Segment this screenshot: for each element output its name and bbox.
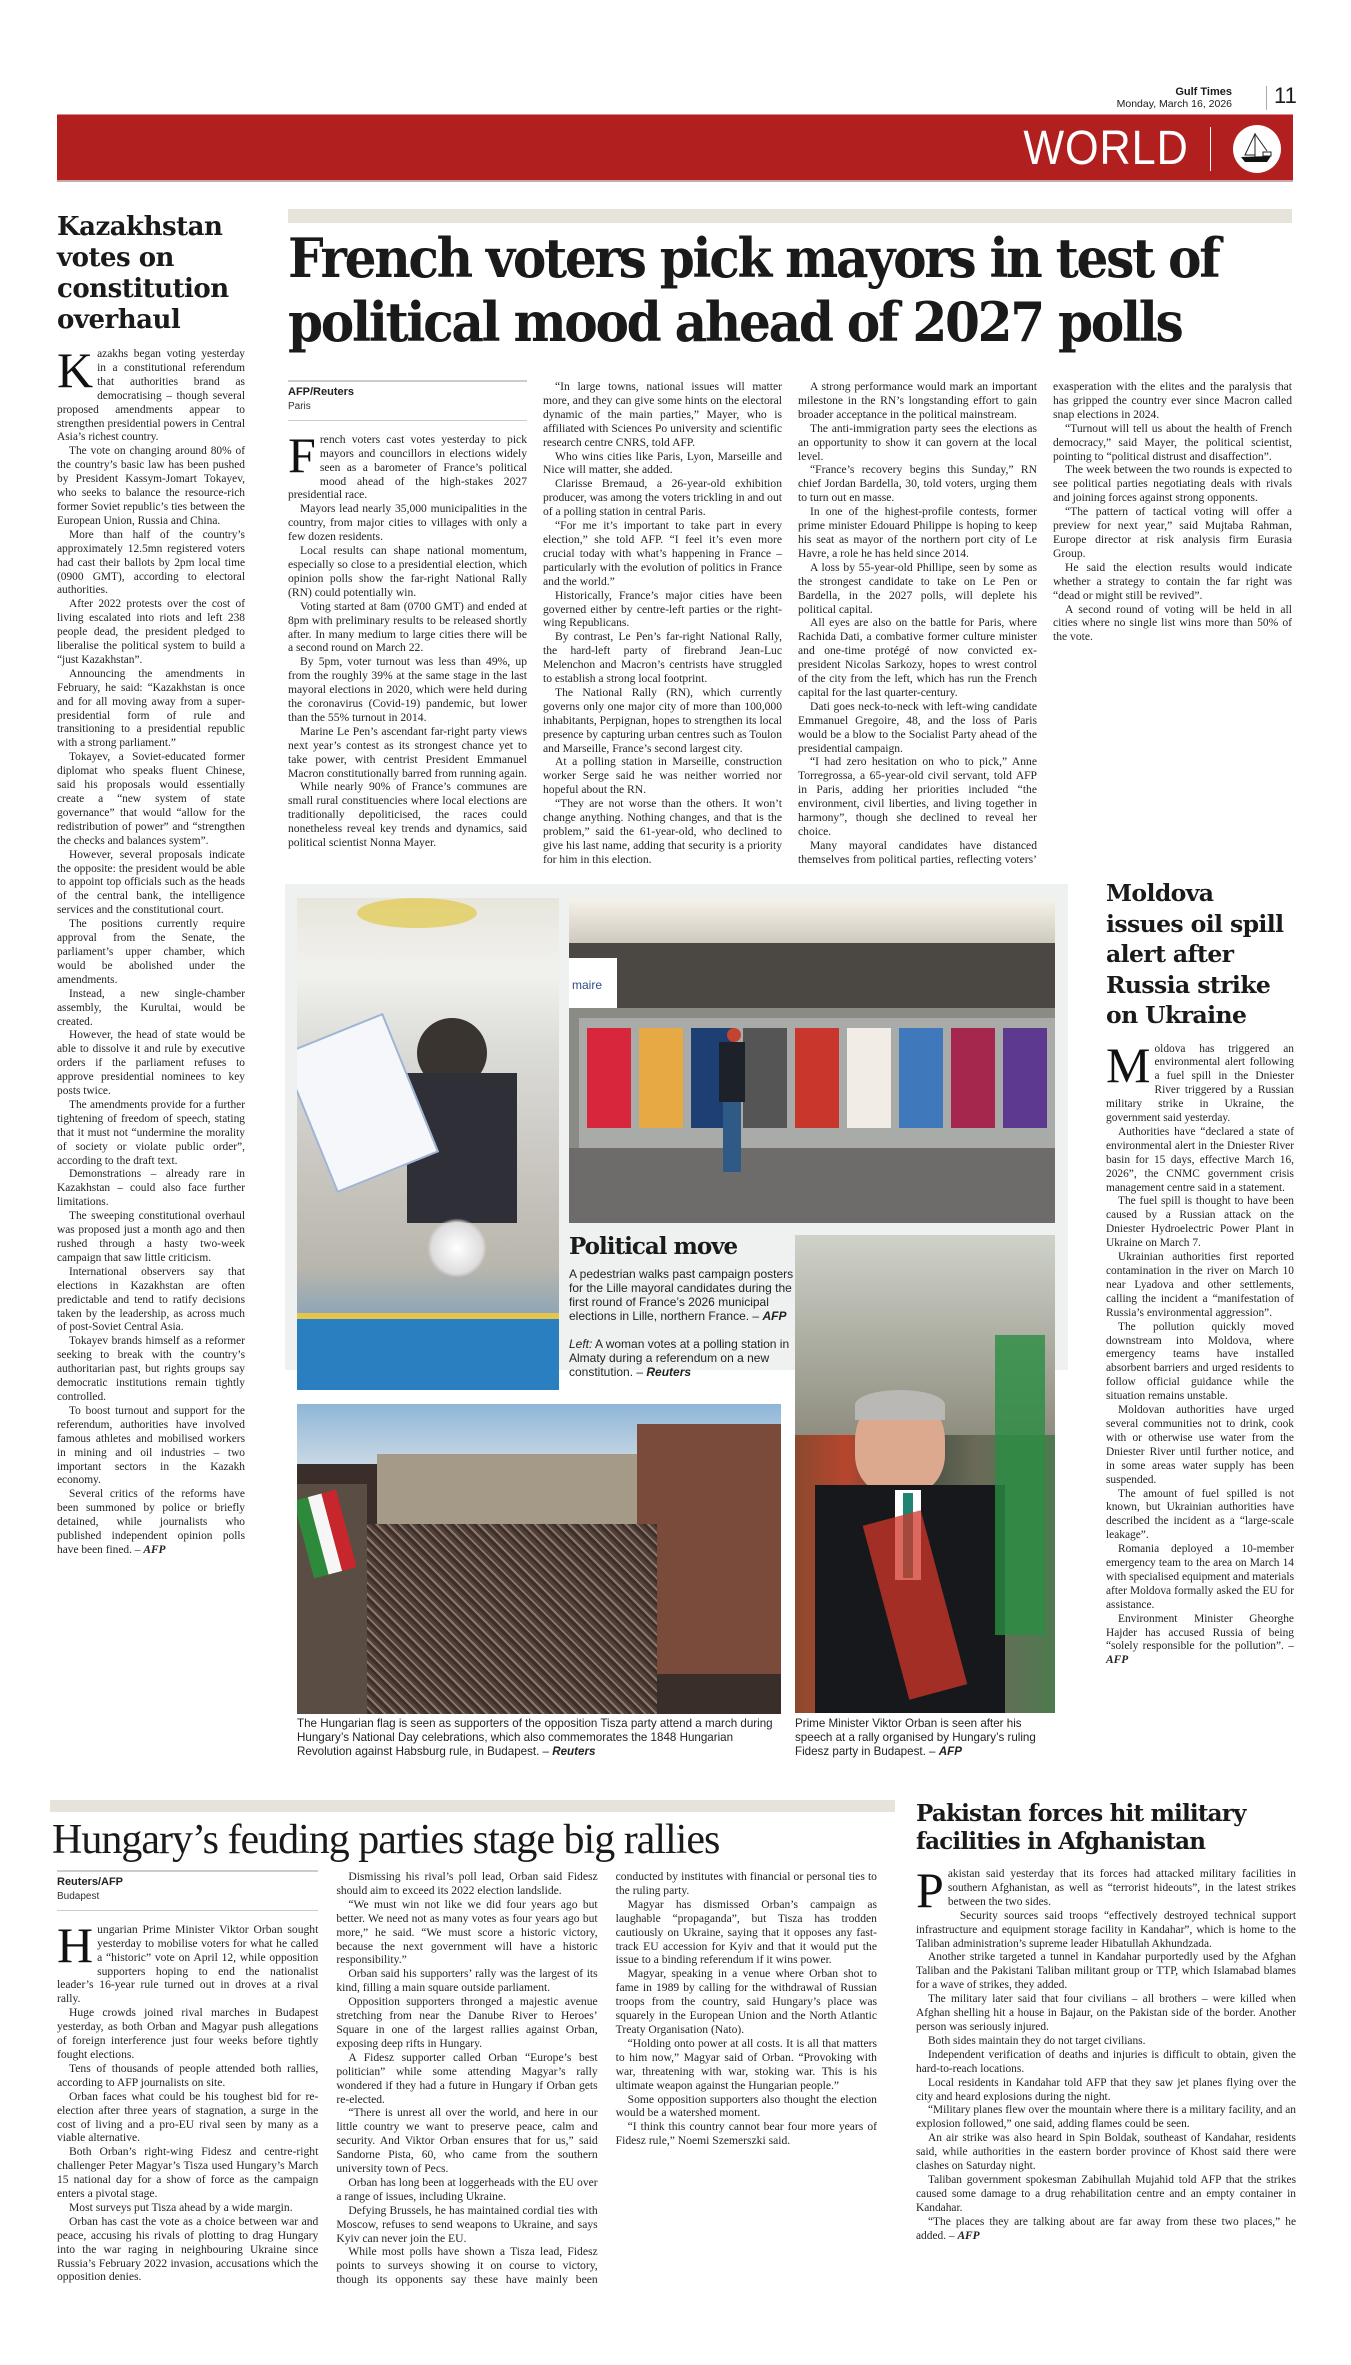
lille-caption: A pedestrian walks past campaign posters for the Lille mayoral candidates during the first round of France’s 2026 municipal elections in Lille, northern France. – [569, 1267, 794, 1323]
campaign-posters [587, 1028, 1047, 1128]
france-headline: French voters pick mayors in test of political mood ahead of 2027 polls [288, 226, 1219, 354]
pakistan-dropcap: P [916, 1862, 944, 1918]
france-top-rule [288, 209, 1292, 223]
kazakhstan-dropcap: K [57, 342, 94, 398]
pedestrian [719, 1028, 747, 1178]
budapest-credit: Reuters [552, 1745, 596, 1758]
france-article: AFP/Reuters Paris French voters cast votes yesterday to pick mayors and councillors in elections widely seen as a barometer of France’s political mood ahead of the high-stakes 2027 presidential race. Mayors lead nearly 35,000 municipalities in the country, from major cities to villages with only a few dozen residents. Local results can shape national momentum, especially so close to a presidential election, which opinion polls show the far-right National Rally (RN) could potentially win. Voting started at 8am (0700 GMT) and ended at 8pm with preliminary results to be released shortly after. In many medium to large cities there will be a second round on March 22. By 5pm, voter turnout was less than 49%, up from the roughly 39% at the same stage in the last mayoral elections in 2020, which were held during the coronavirus (Covid-19) pandemic, but lower than the 55% turnout in 2014. Marine Le Pen’s ascendant far-right party views next year’s contest as its strongest chance yet to take power, with centrist President Emmanuel Macron constitutionally barred from running again. While nearly 90% of France’s communes are small rural constituencies where local elections are traditionally depoliticised, the races could nonetheless reveal key trends and dynamics, said political scientist Nonna Mayer. “In large towns, national issues will matter more, and they can give some hints on the electoral dynamic of the main parties,” Mayer, who is affiliated with Sciences Po university and scientific research centre CNRS, told AFP. Who wins cities like Paris, Lyon, Marseille and Nice will matter, she added. Clarisse Bremaud, a 26-year-old exhibition producer, was among the voters trickling in and out of a polling station in central Paris. “For me it’s important to take part in every election,” she told AFP. “I feel it’s even more crucial today with what’s happening in France – particularly with the evolution of politics in France and the world.” Historically, France’s major cities have been governed either by centre-left parties or the right-wing Republicans. By contrast, Le Pen’s far-right National Rally, the hard-left party of firebrand Jean-Luc Melenchon and Macron’s centrists have struggled to establish a strong local footprint. The National Rally (RN), which currently governs only one major city of more than 100,000 inhabitants, Perpignan, hopes to strengthen its local presence by capturing urban centres such as Toulon and Marseille, France’s second largest city. At a polling station in Marseille, construction worker Serge said he was neither worried nor hopeful about the RN. “They are not worse than the others. It won’t change anything. Nothing changes, and that is the problem,” said the 61-year-old, who declined to give his last name, adding that security is a priority for him in this election. A strong performance would mark an important milestone in the RN’s longstanding effort to gain broader acceptance in the political mainstream. The anti-immigration party sees the elections as an opportunity to show it can govern at the local level. “France’s recovery begins this Sunday,” RN chief Jordan Bardella, 30, told voters, urging them to turn out en masse. In one of the highest-profile contests, former prime minister Edouard Philippe is hoping to keep his seat as mayor of the northern port city of Le Havre, a role he has held since 2014. A loss by 55-year-old Phillipe, seen by some as the strongest candidate to take on Le Pen or Bardella, in the 2027 polls, will deplete his political capital. All eyes are also on the battle for Paris, where Rachida Dati, a combative former culture minister and one-time protégé of now convicted ex-president Nicolas Sarkozy, hopes to wrest control of the city from the left, which has run the French capital for the last quarter-century. Dati goes neck-to-neck with left-wing candidate Emmanuel Gregoire, 48, and the loss of Paris would be a blow to the Socialist Party ahead of the presidential campaign. “I had zero hesitation on who to pick,” Anne Torregrossa, a 65-year-old civil servant, told AFP in Paris, adding her priorities included “the environment, civil liberties, and living together in harmony”, though she declined to reveal her choice. Many mayoral candidates have distanced themselves from political parties, reflecting voters’ exasperation with the elites and the paralysis that has gripped the country ever since Macron called snap elections in 2024. “Turnout will tell us about the health of French democracy,” said Mayer, the political scientist, pointing to “political distrust and disaffection”. The week between the two rounds is expected to see political parties negotiating deals with rivals and joining forces against strong opponents. “The pattern of tactical voting will offer a preview for next year,” said Mujtaba Rahman, Europe director at risk analysis firm Eurasia Group. He said the election results would indicate whether a strategy to contain the far right was “dead or might still be revived”. A second round of voting will be held in all cities where no single list wins more than 50% of the vote. [288, 380, 1292, 866]
kazakhstan-article [57, 212, 245, 1558]
orban-photo [795, 1235, 1055, 1713]
kazakhstan-credit: AFP [143, 1543, 166, 1556]
france-agency: AFP/Reuters [288, 386, 355, 398]
budapest-march-photo [297, 1404, 781, 1714]
pakistan-credit: AFP [957, 2229, 980, 2242]
kazakhstan-body: Kazakhs began voting yesterday in a constitutional referendum that authorities brand as democratising – though several proposed amendments appear to strengthen presidential powers in Central Asia’s richest country. The vote on changing around 80% of the country’s basic law has been pushed by President Kassym-Jomart Tokayev, who seeks to balance the resource-rich former Soviet republic’s ties between the European Union, Russia and China. More than half of the country’s approximately 12.5mn registered voters had cast their ballots by 2pm local time (0900 GMT), according to electoral authorities. After 2022 protests over the cost of living escalated into riots and left 238 people dead, the president pledged to liberalise the political system to build a “just Kazakhstan”. Announcing the amendments in February, he said: “Kazakhstan is once and for all moving away from a super-presidential form of rule and transitioning to a presidential republic with a strong parliament.” Tokayev, a Soviet-educated former diplomat who speaks fluent Chinese, said his proposals would essentially create a “new system of state governance” that would “allow for the redistribution of power” and “strengthen the checks and balances system”. However, several proposals indicate the opposite: the president would be able to appoint top officials such as the heads of the central bank, the intelligence services and the constitutional court. The positions currently require approval from the Senate, the parliament’s upper chamber, which would be abolished under the amendments. Instead, a new single-chamber assembly, the Kurultai, would be created. However, the head of state would be able to dissolve it and rule by executive orders if the parliament refuses to approve presidential nominees to key posts twice. The amendments provide for a further tightening of freedom of speech, stating that it must not “undermine the morality of society or violate public order”, according to the draft text. Demonstrations – already rare in Kazakhstan – could also face further limitations. The sweeping constitutional overhaul was proposed just a month ago and then rushed through a hasty two-week campaign that saw little criticism. International observers say that elections in Kazakhstan are often predictable and tend to ratify decisions taken by the leadership, as across much of post-Soviet Central Asia. Tokayev brands himself as a reformer seeking to break with the country’s authoritarian past, but rights groups say democratic institutions remain tightly controlled. To boost turnout and support for the referendum, authorities have involved famous athletes and mobilised workers in mining and oil industries – two important sectors in the Kazakh economy. Several critics of the reforms have been summoned by police or briefly detained, while journalists who published independent opinion polls have been fined. – AFP [57, 342, 245, 1556]
france-byline [288, 380, 527, 421]
moldova-article [1106, 878, 1294, 1668]
moldova-dropcap: M [1106, 1036, 1151, 1093]
section-divider [1210, 127, 1211, 171]
hungary-agency: Reuters/AFP [57, 1876, 124, 1888]
mairie-sign: maire [572, 978, 603, 992]
publication-date: Monday, March 16, 2026 [1116, 98, 1232, 110]
section-banner [57, 114, 1293, 182]
political-move-title: Political move [569, 1233, 738, 1260]
lille-credit: AFP [762, 1309, 787, 1323]
political-move-caption [569, 1233, 801, 1379]
hungary-article: Reuters/AFP Budapest Hungarian Prime Minister Viktor Orban sought yesterday to mobilise voters for what he called a “historic” vote on April 12, while opposition supporters hoping to end the nationalist leader’s 16-year rule turned out in droves at a rival rally. Huge crowds joined rival marches in Budapest yesterday, as both Orban and Magyar push allegations of foreign interference just four weeks before tightly fought elections. Tens of thousands of people attended both rallies, according to AFP journalists on site. Orban faces what could be his toughest bid for re-election after three years of stagnation, a surge in the cost of living and a pro-EU rival seen by many as a viable alternative. Both Orban’s right-wing Fidesz and centre-right challenger Peter Magyar’s Tisza used Hungary’s March 15 national day for a show of force as the campaign enters a pivotal stage. Most surveys put Tisza ahead by a wide margin. Orban has cast the vote as a choice between war and peace, accusing his rivals of plotting to drag Hungary into the war raging in neighbouring Ukraine since Russia’s February 2022 invasion, accusations which the opposition denies. Dismissing his rival’s poll lead, Orban said Fidesz should aim to exceed its 2022 election landslide. “We must win not like we did four years ago but better. We need not as many votes as four years ago but more,” he said. “We must score a historic victory, because the next government will have a historic responsibility.” Orban said his supporters’ rally was the largest of its kind, filling a main square outside parliament. Opposition supporters thronged a majestic avenue stretching from near the Danube River to Heroes’ Square in one of the largest rallies against Orban, exposing deep rifts in Hungary. A Fidesz supporter called Orban “Europe’s best politician” while some attending Magyar’s rally wondered if they had a future in Hungary if Orban gets re-elected. “There is unrest all over the world, and here in our little country we want to preserve peace, calm and security. And Viktor Orban ensures that for us,” said Sandorne Pista, 60, who came from the southern university town of Pecs. Orban has long been at loggerheads with the EU over a range of issues, including Ukraine. Defying Brussels, he has maintained cordial ties with Moscow, refuses to send weapons to Ukraine, and says Kyiv can never join the EU. While most polls have shown a Tisza lead, Fidesz points to surveys showing it on course to victory, though its opponents say these have mainly been conducted by institutes with financial or personal ties to the ruling party. Magyar has dismissed Orban’s campaign as laughable “propaganda”, but Tisza has trodden cautiously on Ukraine, saying that it opposes any fast-track EU accession for Kyiv and that it would put the issue to a binding referendum if it wins power. Magyar, speaking in a venue where Orban shot to fame in 1989 by calling for the withdrawal of Russian troops from the country, said Hungary’s place was squarely in the European Union and the North Atlantic Treaty Organisation (Nato). “Holding onto power at all costs. It is all that matters to him now,” Magyar said of Orban. “Provoking with war, threatening with war, stoking war. This is his ultimate weapon against the Hungarian people.” Some opposition supporters also thought the election would be a watershed moment. “I think this country cannot bear four more years of Fidesz rule,” Noemi Szemerszki said. [57, 1870, 877, 2287]
masthead-divider [1266, 86, 1267, 110]
france-dropcap: F [288, 426, 316, 483]
moldova-body: Moldova has triggered an environmental alert following a fuel spill in the Dniester River triggered by a Russian military strike in Ukraine, the government said yesterday. Authorities have “declared a state of environmental alert in the Dniester River basin for 15 days, effective March 16, 2026”, the CNMC government crisis management centre said in a statement. The fuel spill is thought to have been caused by a Russian attack on the Dniester Hydroelectric Power Plant in Ukraine on March 7. Ukrainian authorities first reported contamination in the river on March 10 near Lyadova and other settlements, calling the incident a “manifestation of Russia’s environmental aggression”. The pollution quickly moved downstream into Moldova, where emergency teams have installed absorbent barriers and urged residents to follow official guidance while the situation remains unstable. Moldovan authorities have urged several communities not to drink, cook with or otherwise use water from the Dniester River until further notice, and in some areas water supply has been suspended. The amount of fuel spilled is not known, but Ukrainian authorities have described the incident as a “large-scale leakage”. Romania deployed a 10-member emergency team to the area on March 14 with specialised equipment and materials after Moldova formally asked the EU for assistance. Environment Minister Gheorghe Hajder has accused Russia of being “solely responsible for the pollution”. – AFP [1106, 1036, 1294, 1667]
hungary-byline [57, 1870, 318, 1911]
kazakhstan-headline: Kazakhstan votes on constitution overhaul [57, 212, 229, 335]
pakistan-headline: Pakistan forces hit military facilities in Afghanistan [916, 1800, 1246, 1855]
section-title: WORLD [1023, 122, 1189, 175]
publication-name: Gulf Times [1175, 86, 1232, 98]
orban-caption: Prime Minister Viktor Orban is seen after his speech at a rally organised by Hungary’s ruling Fidesz party in Budapest. – AFP [795, 1717, 1036, 1758]
budapest-caption: The Hungarian flag is seen as supporters of the opposition Tisza party attend a march during Hungary’s National Day celebrations, which also commemorates the 1848 Hungarian Revolution against Habsburg rule, in Budapest. – Reuters [297, 1717, 773, 1758]
moldova-headline: Moldova issues oil spill alert after Russia strike on Ukraine [1106, 879, 1284, 1029]
almaty-prefix: Left: [569, 1337, 593, 1351]
almaty-caption: A woman votes at a polling station in Almaty during a referendum on a new constitution. – [569, 1337, 790, 1379]
moldova-credit: AFP [1106, 1654, 1129, 1667]
orban-credit: AFP [938, 1745, 962, 1758]
pakistan-article [916, 1800, 1296, 2243]
hungary-dateline: Budapest [57, 1890, 100, 1902]
masthead-info [1000, 86, 1232, 110]
lille-posters-photo [569, 898, 1055, 1223]
pakistan-body: Pakistan said yesterday that its forces had attacked military facilities in southern Afghanistan, as well as “terrorist hideouts”, in the latest strikes between the two sides. Security sources said troops “effectively destroyed technical support infrastructure and equipment storage facility in Kandahar”, which is home to the Taliban administration’s supreme leader Hibatullah Akhundzada. Another strike targeted a tunnel in Kandahar purportedly used by the Afghan Taliban and the Pakistani Taliban militant group or TTP, which Islamabad blames for a wave of strikes, they added. The military later said that four civilians – all brothers – were killed when Afghan shelling hit a house in Bajaur, on the Pakistan side of the border. Another person was seriously injured. Both sides maintain they do not target civilians. Independent verification of deaths and injuries is difficult to obtain, given the hard-to-reach locations. Local residents in Kandahar told AFP that they saw jet planes flying over the city and heard explosions during the night. “Military planes flew over the mountain where there is a military facility, and an explosion followed,” one said, adding flames could be seen. An air strike was also heard in Spin Boldak, southeast of Kandahar, residents said, while authorities in the eastern border province of Khost said there were clashes on Saturday night. Taliban government spokesman Zabihullah Mujahid told AFP that the strikes caused some damage to a drug rehabilitation centre and an empty container in Kandahar. “The places they are talking about are far away from these two places,” he added. – AFP [916, 1862, 1296, 2242]
dhow-boat-icon [1233, 125, 1281, 173]
hungary-top-rule [50, 1800, 895, 1812]
france-dateline: Paris [288, 400, 311, 412]
almaty-voting-photo [297, 898, 559, 1390]
page-number: 11 [1274, 83, 1297, 108]
almaty-credit: Reuters [646, 1365, 692, 1379]
hungary-headline: Hungary’s feuding parties stage big rallies [52, 1817, 720, 1863]
hungary-dropcap: H [57, 1916, 94, 1973]
